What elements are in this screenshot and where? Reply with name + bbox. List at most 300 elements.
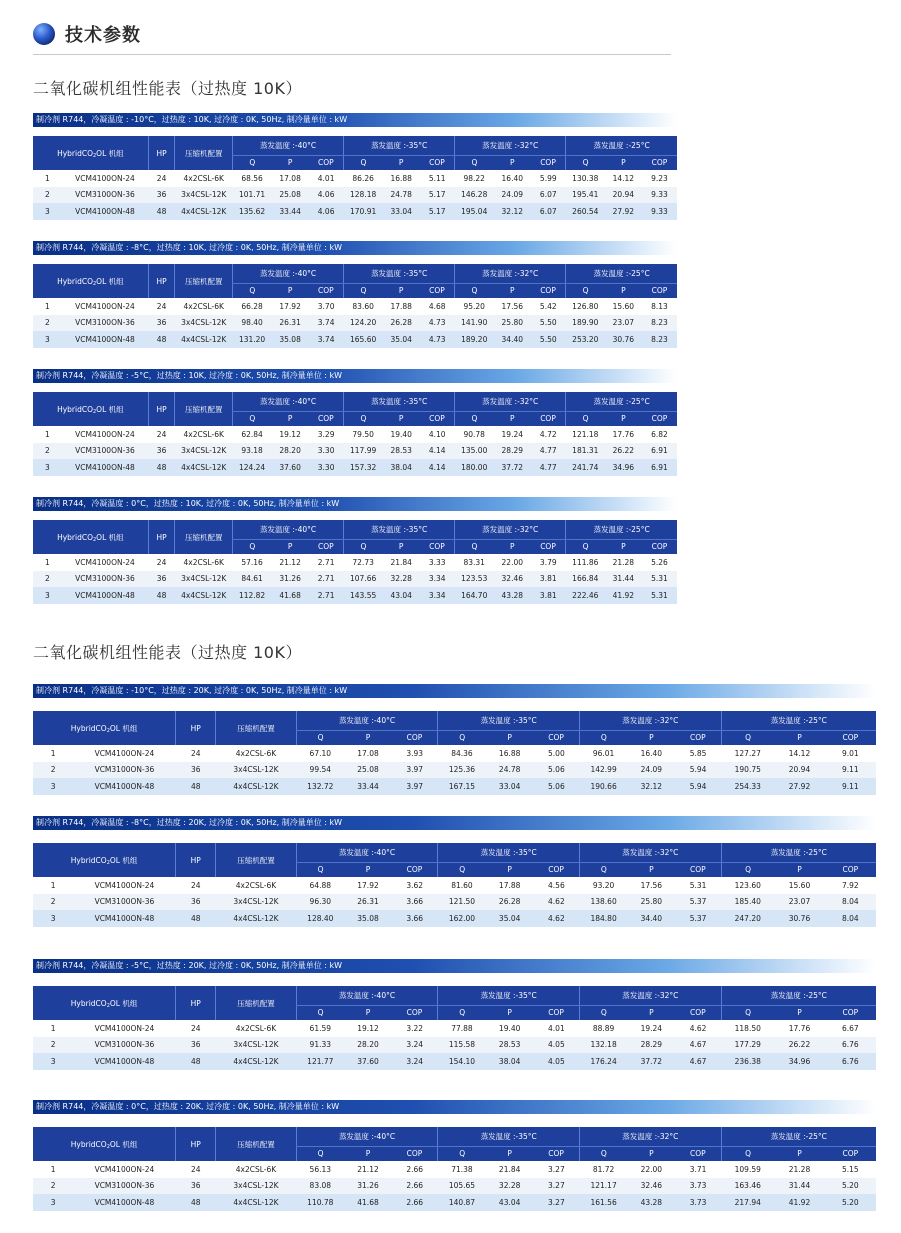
table-cell: 105.65 — [438, 1178, 486, 1195]
compressor-column-header: 压缩机配置 — [175, 392, 233, 426]
q-header: Q — [566, 539, 605, 554]
performance-table-block — [33, 816, 876, 927]
table-cell: 121.18 — [566, 426, 605, 443]
table-cell: 3 — [33, 778, 73, 795]
q-header: Q — [233, 155, 272, 170]
model-header-suffix: OL 机组 — [109, 1139, 138, 1149]
table-row — [33, 910, 876, 927]
performance-table — [33, 520, 677, 604]
evap-temp-header: 蒸发温度 :-25°C — [721, 711, 876, 730]
q-header: Q — [721, 1146, 774, 1161]
table-cell: 32.28 — [486, 1178, 533, 1195]
table-cell: 3.27 — [533, 1161, 579, 1178]
table-cell: 2 — [33, 762, 73, 779]
table-cell: VCM3100ON-36 — [62, 443, 148, 460]
table-cell: 8.04 — [825, 910, 876, 927]
table-cell: 67.10 — [296, 745, 344, 762]
table-cell: 4x2CSL-6K — [216, 877, 296, 894]
table-cell: 2 — [33, 894, 73, 911]
table-cell: 41.92 — [774, 1194, 824, 1211]
table-cell: 61.59 — [296, 1020, 344, 1037]
evap-temp-header: 蒸发温度 :-32°C — [580, 711, 722, 730]
hp-column-header: HP — [176, 1127, 216, 1161]
table-row — [33, 554, 677, 571]
hp-column-header: HP — [176, 843, 216, 877]
model-header-suffix: OL 机组 — [109, 998, 138, 1008]
table-cell: 31.44 — [605, 571, 642, 588]
heading — [33, 20, 141, 48]
table-cell: 6.67 — [825, 1020, 876, 1037]
table-cell: 3.79 — [531, 554, 566, 571]
p-header: P — [272, 155, 309, 170]
table-row — [33, 170, 677, 187]
table-cell: 24.09 — [494, 187, 531, 204]
compressor-column-header: 压缩机配置 — [175, 136, 233, 170]
table-row — [33, 1178, 876, 1195]
cop-header: COP — [531, 411, 566, 426]
table-cell: 28.20 — [272, 443, 309, 460]
q-header: Q — [344, 283, 383, 298]
table-cell: 166.84 — [566, 571, 605, 588]
table-cell: 30.76 — [605, 331, 642, 348]
table-cell: 2.66 — [392, 1194, 438, 1211]
table-row — [33, 443, 677, 460]
table-cell: 154.10 — [438, 1053, 486, 1070]
hp-column-header: HP — [148, 264, 175, 298]
table-cell: 4.68 — [420, 298, 455, 315]
evap-temp-header: 蒸发温度 :-25°C — [566, 136, 677, 155]
table-cell: 4.56 — [533, 877, 579, 894]
table-row — [33, 1020, 876, 1037]
model-header-prefix: HybridCO — [57, 532, 93, 542]
table-cell: 3.73 — [675, 1194, 721, 1211]
globe-bullet-icon — [33, 23, 55, 45]
table-cell: 84.61 — [233, 571, 272, 588]
compressor-column-header: 压缩机配置 — [216, 1127, 296, 1161]
p-header: P — [344, 1146, 391, 1161]
table-row — [33, 877, 876, 894]
table-cell: 93.20 — [580, 877, 628, 894]
table-cell: 132.18 — [580, 1037, 628, 1054]
table-cell: 2 — [33, 443, 62, 460]
table-cell: 19.12 — [344, 1020, 391, 1037]
table-cell: 2.66 — [392, 1161, 438, 1178]
table-cell: 4.01 — [309, 170, 344, 187]
evap-temp-header: 蒸发温度 :-25°C — [721, 986, 876, 1005]
p-header: P — [272, 411, 309, 426]
table-cell: 6.76 — [825, 1053, 876, 1070]
table-cell: VCM4100ON-24 — [73, 1161, 175, 1178]
table-cell: 247.20 — [721, 910, 774, 927]
table-cell: 20.94 — [774, 762, 824, 779]
table-cell: 135.62 — [233, 203, 272, 220]
header-row — [33, 520, 677, 539]
table-row — [33, 315, 677, 332]
table-cell: 3.70 — [309, 298, 344, 315]
table-cell: 33.04 — [383, 203, 420, 220]
table-cell: 90.78 — [455, 426, 494, 443]
p-header: P — [383, 283, 420, 298]
table-cell: VCM4100ON-48 — [62, 459, 148, 476]
table-cell: 31.26 — [344, 1178, 391, 1195]
table-cell: 121.50 — [438, 894, 486, 911]
table-cell: 17.08 — [344, 745, 391, 762]
table-cell: 21.28 — [605, 554, 642, 571]
table-cell: 3x4CSL-12K — [216, 762, 296, 779]
table-cell: 2.71 — [309, 571, 344, 588]
table-cell: 33.04 — [486, 778, 533, 795]
hp-column-header: HP — [176, 711, 216, 745]
table-cell: 77.88 — [438, 1020, 486, 1037]
table-cell: 128.40 — [296, 910, 344, 927]
table-cell: 4x4CSL-12K — [216, 1053, 296, 1070]
table-row — [33, 1053, 876, 1070]
model-column-header — [33, 711, 176, 745]
evap-temp-header: 蒸发温度 :-40°C — [296, 711, 438, 730]
p-header: P — [383, 155, 420, 170]
evap-temp-header: 蒸发温度 :-32°C — [455, 520, 566, 539]
table-cell: 195.04 — [455, 203, 494, 220]
table-cell: 48 — [148, 203, 175, 220]
table-cell: 4.77 — [531, 443, 566, 460]
compressor-column-header: 压缩机配置 — [175, 520, 233, 554]
model-header-suffix: OL 机组 — [109, 855, 138, 865]
table-cell: 121.77 — [296, 1053, 344, 1070]
table-cell: 48 — [176, 1194, 216, 1211]
model-header-sub: 2 — [92, 536, 97, 543]
performance-table — [33, 986, 876, 1070]
cop-header: COP — [309, 411, 344, 426]
table-cell: 9.33 — [642, 187, 677, 204]
table-cell: 37.72 — [628, 1053, 675, 1070]
table-cell: VCM4100ON-24 — [73, 1020, 175, 1037]
q-header: Q — [580, 1146, 628, 1161]
model-column-header — [33, 392, 148, 426]
table-cell: VCM4100ON-48 — [62, 587, 148, 604]
table-cell: 3 — [33, 203, 62, 220]
table-cell: 138.60 — [580, 894, 628, 911]
table-cell: 4.06 — [309, 203, 344, 220]
table-cell: 4.62 — [533, 894, 579, 911]
q-header: Q — [721, 1005, 774, 1020]
table-row — [33, 331, 677, 348]
model-header-prefix: HybridCO — [57, 148, 93, 158]
table-cell: 128.18 — [344, 187, 383, 204]
evap-temp-header: 蒸发温度 :-40°C — [233, 392, 344, 411]
table-cell: 34.40 — [494, 331, 531, 348]
table-cell: 5.20 — [825, 1194, 876, 1211]
evap-temp-header: 蒸发温度 :-40°C — [296, 1127, 438, 1146]
table-cell: 20.94 — [605, 187, 642, 204]
table-cell: 3.97 — [392, 778, 438, 795]
compressor-column-header: 压缩机配置 — [216, 986, 296, 1020]
table-cell: 24 — [176, 745, 216, 762]
table-cell: VCM4100ON-24 — [62, 554, 148, 571]
table-cell: 16.40 — [628, 745, 675, 762]
table-cell: 16.88 — [383, 170, 420, 187]
table-cell: 4x2CSL-6K — [175, 554, 233, 571]
table-cell: 95.20 — [455, 298, 494, 315]
table-cell: 91.33 — [296, 1037, 344, 1054]
header-row — [33, 843, 876, 862]
table-cell: VCM4100ON-48 — [73, 1194, 175, 1211]
cop-header: COP — [309, 283, 344, 298]
model-column-header — [33, 520, 148, 554]
table-cell: 163.46 — [721, 1178, 774, 1195]
table-cell: 9.33 — [642, 203, 677, 220]
table-cell: 189.20 — [455, 331, 494, 348]
table-cell: 3.93 — [392, 745, 438, 762]
cop-header: COP — [642, 411, 677, 426]
table-cell: 24 — [176, 1161, 216, 1178]
table-cell: 170.91 — [344, 203, 383, 220]
condition-banner: 制冷剂 R744，冷凝温度 : 0°C，过热度 : 20K, 过冷度 : 0K, 50Hz, 制冷量单位 : kW — [33, 1100, 876, 1114]
p-header: P — [628, 1146, 675, 1161]
performance-table-block — [33, 369, 677, 476]
table-cell: 1 — [33, 1161, 73, 1178]
table-cell: 4.14 — [420, 459, 455, 476]
table-cell: 185.40 — [721, 894, 774, 911]
q-header: Q — [580, 730, 628, 745]
table-cell: 25.80 — [494, 315, 531, 332]
cop-header: COP — [825, 1005, 876, 1020]
p-header: P — [486, 1146, 533, 1161]
p-header: P — [774, 862, 824, 877]
table-cell: 2 — [33, 1037, 73, 1054]
table-cell: 41.68 — [344, 1194, 391, 1211]
q-header: Q — [438, 1005, 486, 1020]
evap-temp-header: 蒸发温度 :-35°C — [438, 1127, 580, 1146]
model-header-sub: 2 — [92, 280, 97, 287]
table-cell: 83.60 — [344, 298, 383, 315]
table-cell: 125.36 — [438, 762, 486, 779]
model-header-prefix: HybridCO — [70, 855, 107, 865]
table-cell: 28.53 — [486, 1037, 533, 1054]
table-cell: 4x4CSL-12K — [175, 331, 233, 348]
table-cell: 4x2CSL-6K — [175, 298, 233, 315]
evap-temp-header: 蒸发温度 :-32°C — [455, 392, 566, 411]
table-cell: 3.24 — [392, 1037, 438, 1054]
p-header: P — [272, 539, 309, 554]
evap-temp-header: 蒸发温度 :-40°C — [233, 264, 344, 283]
hp-column-header: HP — [176, 986, 216, 1020]
table-cell: 9.11 — [825, 762, 876, 779]
table-cell: 98.22 — [455, 170, 494, 187]
table-cell: 14.12 — [774, 745, 824, 762]
table-cell: VCM3100ON-36 — [73, 1178, 175, 1195]
table-cell: 111.86 — [566, 554, 605, 571]
table-cell: 26.22 — [605, 443, 642, 460]
table-cell: 4.67 — [675, 1053, 721, 1070]
table-cell: 217.94 — [721, 1194, 774, 1211]
evap-temp-header: 蒸发温度 :-35°C — [344, 520, 455, 539]
p-header: P — [486, 862, 533, 877]
header-row — [33, 986, 876, 1005]
header-row — [33, 392, 677, 411]
table-cell: 3.66 — [392, 894, 438, 911]
evap-temp-header: 蒸发温度 :-40°C — [233, 520, 344, 539]
table-cell: 32.46 — [494, 571, 531, 588]
performance-table-block — [33, 241, 677, 348]
table-cell: 3 — [33, 910, 73, 927]
cop-header: COP — [533, 1146, 579, 1161]
table-cell: 5.17 — [420, 203, 455, 220]
performance-table-block — [33, 684, 876, 795]
q-header: Q — [580, 1005, 628, 1020]
table-cell: 15.60 — [774, 877, 824, 894]
table-cell: 43.04 — [383, 587, 420, 604]
table-cell: 2.66 — [392, 1178, 438, 1195]
table-cell: 81.72 — [580, 1161, 628, 1178]
model-column-header — [33, 986, 176, 1020]
table-cell: 109.59 — [721, 1161, 774, 1178]
table-cell: 19.40 — [383, 426, 420, 443]
table-cell: 37.72 — [494, 459, 531, 476]
performance-table-block — [33, 497, 677, 604]
table-cell: 19.24 — [628, 1020, 675, 1037]
table-cell: VCM4100ON-48 — [73, 778, 175, 795]
p-header: P — [344, 730, 391, 745]
table-cell: 1 — [33, 1020, 73, 1037]
table-cell: 4x2CSL-6K — [175, 426, 233, 443]
table-cell: 17.92 — [344, 877, 391, 894]
compressor-column-header: 压缩机配置 — [175, 264, 233, 298]
header-row — [33, 136, 677, 155]
evap-temp-header: 蒸发温度 :-32°C — [580, 986, 722, 1005]
cop-header: COP — [533, 1005, 579, 1020]
evap-temp-header: 蒸发温度 :-35°C — [438, 843, 580, 862]
table-cell: 28.29 — [628, 1037, 675, 1054]
cop-header: COP — [675, 1005, 721, 1020]
table-cell: 5.94 — [675, 778, 721, 795]
q-header: Q — [455, 283, 494, 298]
evap-temp-header: 蒸发温度 :-40°C — [296, 986, 438, 1005]
table-cell: 254.33 — [721, 778, 774, 795]
q-header: Q — [566, 283, 605, 298]
table-cell: 3x4CSL-12K — [216, 1178, 296, 1195]
table-cell: 3.24 — [392, 1053, 438, 1070]
table-cell: 35.08 — [344, 910, 391, 927]
table-cell: 157.32 — [344, 459, 383, 476]
table-cell: 35.04 — [383, 331, 420, 348]
evap-temp-header: 蒸发温度 :-35°C — [344, 392, 455, 411]
performance-table — [33, 264, 677, 348]
table-cell: 28.20 — [344, 1037, 391, 1054]
table-cell: 1 — [33, 745, 73, 762]
cop-header: COP — [675, 730, 721, 745]
table-cell: 24.78 — [383, 187, 420, 204]
table-cell: 165.60 — [344, 331, 383, 348]
table-cell: 6.76 — [825, 1037, 876, 1054]
table-cell: 35.08 — [272, 331, 309, 348]
table-cell: 36 — [148, 443, 175, 460]
p-header: P — [272, 283, 309, 298]
table-cell: 17.76 — [774, 1020, 824, 1037]
table-cell: 4.72 — [531, 426, 566, 443]
cop-header: COP — [642, 155, 677, 170]
page-title: 技术参数 — [65, 25, 141, 46]
table-cell: 36 — [148, 187, 175, 204]
table-cell: 3.74 — [309, 315, 344, 332]
table-cell: 189.90 — [566, 315, 605, 332]
table-cell: 123.53 — [455, 571, 494, 588]
table-cell: 88.89 — [580, 1020, 628, 1037]
table-cell: VCM4100ON-24 — [73, 877, 175, 894]
model-header-prefix: HybridCO — [57, 276, 93, 286]
cop-header: COP — [309, 539, 344, 554]
section-title-20k: 二氧化碳机组性能表（过热度 10K） — [33, 643, 302, 662]
table-cell: 3 — [33, 459, 62, 476]
table-cell: 17.88 — [383, 298, 420, 315]
table-cell: 4.77 — [531, 459, 566, 476]
cop-header: COP — [531, 539, 566, 554]
table-cell: 167.15 — [438, 778, 486, 795]
q-header: Q — [233, 283, 272, 298]
condition-banner: 制冷剂 R744，冷凝温度 : 0°C，过热度 : 10K, 过冷度 : 0K, 50Hz, 制冷量单位 : kW — [33, 497, 677, 511]
table-cell: 132.72 — [296, 778, 344, 795]
table-cell: 57.16 — [233, 554, 272, 571]
table-cell: 86.26 — [344, 170, 383, 187]
p-header: P — [605, 539, 642, 554]
table-cell: 35.04 — [486, 910, 533, 927]
performance-table-block — [33, 113, 677, 220]
p-header: P — [494, 411, 531, 426]
cop-header: COP — [420, 155, 455, 170]
table-cell: 17.56 — [494, 298, 531, 315]
section-title-10k: 二氧化碳机组性能表（过热度 10K） — [33, 79, 302, 98]
table-cell: 1 — [33, 426, 62, 443]
table-cell: 17.56 — [628, 877, 675, 894]
p-header: P — [486, 1005, 533, 1020]
table-cell: 43.28 — [494, 587, 531, 604]
evap-temp-header: 蒸发温度 :-25°C — [566, 520, 677, 539]
table-cell: 26.28 — [383, 315, 420, 332]
table-cell: 34.96 — [605, 459, 642, 476]
table-cell: 5.37 — [675, 894, 721, 911]
table-cell: 21.28 — [774, 1161, 824, 1178]
p-header: P — [774, 1146, 824, 1161]
table-cell: 161.56 — [580, 1194, 628, 1211]
p-header: P — [774, 730, 824, 745]
evap-temp-header: 蒸发温度 :-35°C — [344, 136, 455, 155]
table-cell: 222.46 — [566, 587, 605, 604]
p-header: P — [628, 862, 675, 877]
table-cell: 36 — [148, 571, 175, 588]
evap-temp-header: 蒸发温度 :-25°C — [566, 392, 677, 411]
performance-table — [33, 136, 677, 220]
table-cell: 37.60 — [344, 1053, 391, 1070]
model-header-prefix: HybridCO — [57, 404, 93, 414]
table-cell: 3x4CSL-12K — [175, 443, 233, 460]
table-cell: VCM3100ON-36 — [73, 894, 175, 911]
table-cell: 115.58 — [438, 1037, 486, 1054]
model-header-suffix: OL 机组 — [96, 404, 124, 414]
table-cell: 28.53 — [383, 443, 420, 460]
table-cell: VCM4100ON-24 — [62, 170, 148, 187]
table-cell: 34.96 — [774, 1053, 824, 1070]
table-row — [33, 571, 677, 588]
p-header: P — [774, 1005, 824, 1020]
table-cell: 36 — [176, 762, 216, 779]
model-header-sub: 2 — [92, 408, 97, 415]
table-cell: 3.81 — [531, 587, 566, 604]
table-cell: 3x4CSL-12K — [175, 187, 233, 204]
table-cell: 5.85 — [675, 745, 721, 762]
table-cell: VCM4100ON-24 — [73, 745, 175, 762]
table-cell: 5.15 — [825, 1161, 876, 1178]
table-cell: VCM3100ON-36 — [62, 571, 148, 588]
q-header: Q — [296, 730, 344, 745]
